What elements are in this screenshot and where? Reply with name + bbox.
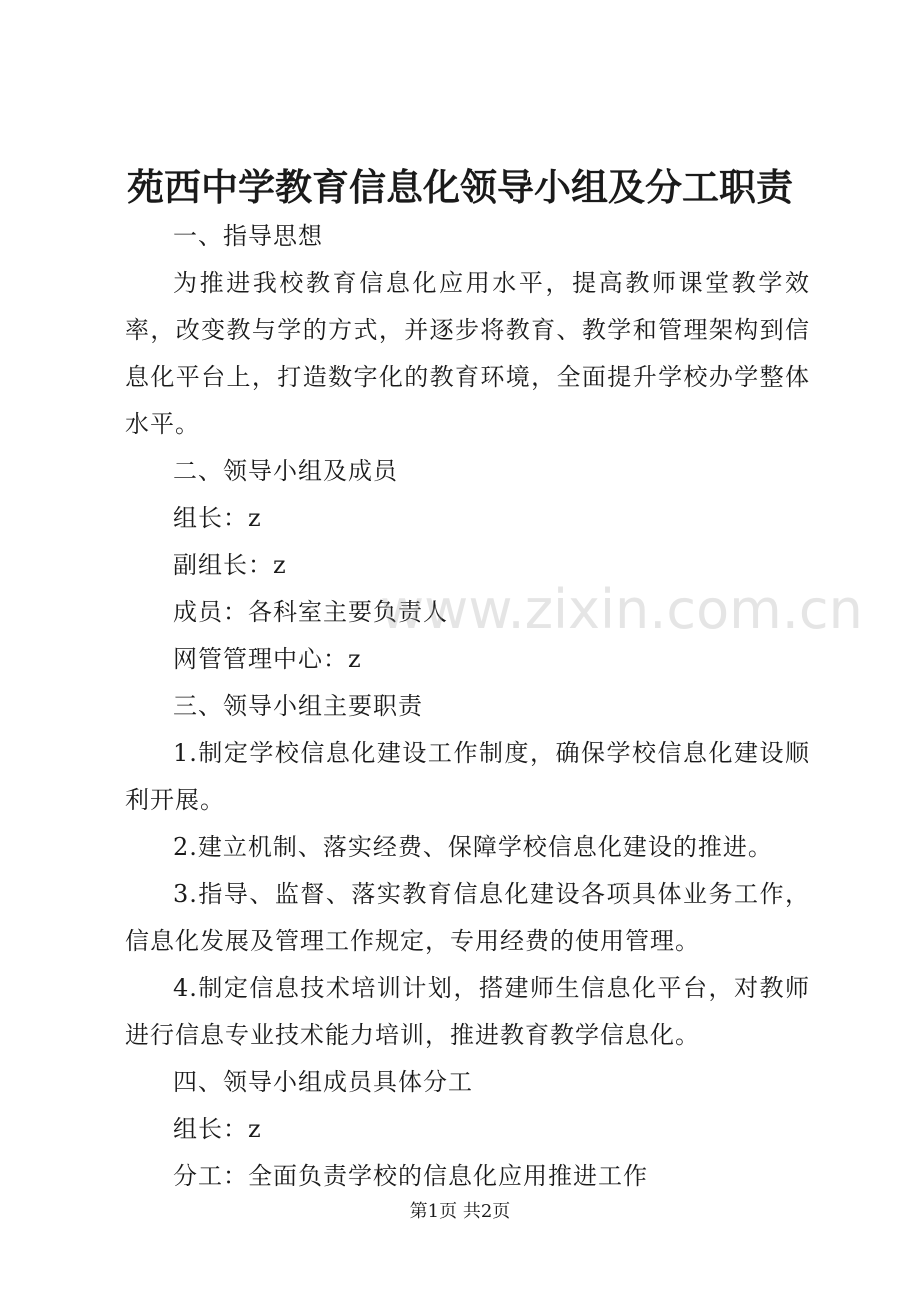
duty-item-3: 3.指导、监督、落实教育信息化建设各项具体业务工作，信息化发展及管理工作规定，专用经费的使用管理。 <box>125 880 810 955</box>
section-heading-3: 三、领导小组主要职责 <box>173 692 423 720</box>
member-network-center: 网管管理中心：z <box>173 645 362 673</box>
division-duty: 分工：全面负责学校的信息化应用推进工作 <box>173 1162 648 1190</box>
guiding-thought-paragraph: 为推进我校教育信息化应用水平，提高教师课堂教学效率，改变教与学的方式，并逐步将教育、教学和管理架构到信息化平台上，打造数字化的教育环境，全面提升学校办学整体水平。 <box>125 269 810 438</box>
member-leader: 组长：z <box>173 504 262 532</box>
document-title: 苑西中学教育信息化领导小组及分工职责 <box>127 165 793 209</box>
member-members: 成员：各科室主要负责人 <box>173 598 448 626</box>
section-heading-4: 四、领导小组成员具体分工 <box>173 1068 473 1096</box>
page-number-footer: 第1页 共2页 <box>409 1201 511 1222</box>
section-heading-1: 一、指导思想 <box>173 222 323 250</box>
section-heading-2: 二、领导小组及成员 <box>173 457 398 485</box>
member-deputy-leader: 副组长：z <box>173 551 287 579</box>
watermark: www.zixin.com.cn <box>380 578 863 641</box>
duty-item-2: 2.建立机制、落实经费、保障学校信息化建设的推进。 <box>173 833 773 861</box>
duty-item-4: 4.制定信息技术培训计划，搭建师生信息化平台，对教师进行信息专业技术能力培训，推进教育教学信息化。 <box>125 974 810 1049</box>
duty-item-1: 1.制定学校信息化建设工作制度，确保学校信息化建设顺利开展。 <box>125 739 810 814</box>
document-body <box>125 213 810 1200</box>
division-leader: 组长：z <box>173 1115 262 1143</box>
